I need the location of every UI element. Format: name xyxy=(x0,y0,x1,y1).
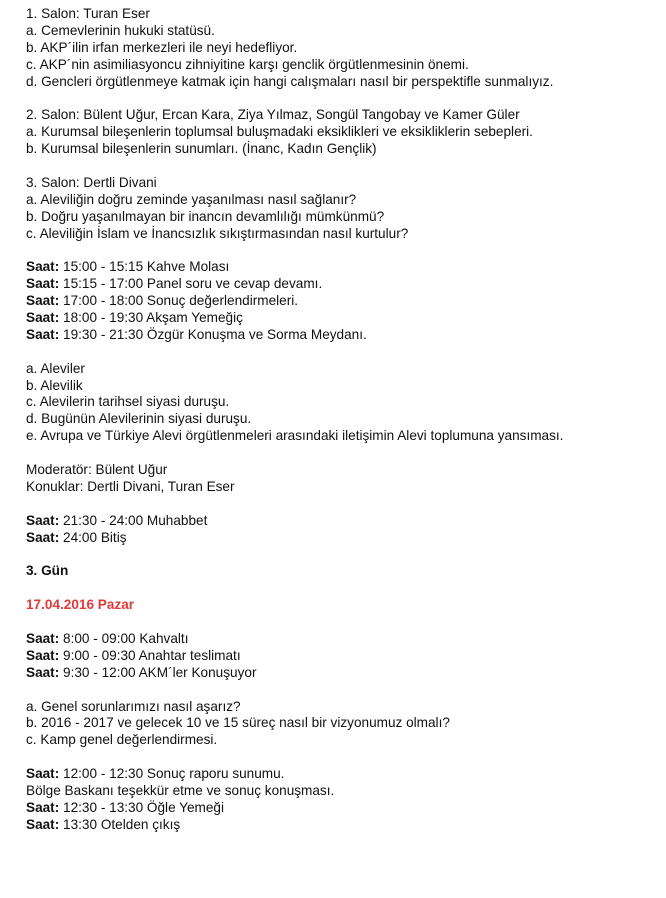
salon-item: a. Aleviliğin doğru zeminde yaşanılması nasıl sağlanır? xyxy=(26,191,357,207)
spacer xyxy=(26,344,666,361)
day-date: 17.04.2016 Pazar xyxy=(26,597,135,613)
spacer xyxy=(26,547,666,564)
closing-note: Bölge Baskanı teşekkür etme ve sonuç konuşması. xyxy=(26,782,335,798)
saat-label: Saat: xyxy=(26,664,60,680)
salon-item: a. Kurumsal bileşenlerin toplumsal buluşmadaki eksiklikleri ve eksikliklerin sebepleri. xyxy=(26,124,533,140)
saat-label: Saat: xyxy=(26,276,60,292)
spacer xyxy=(26,496,666,513)
schedule-row xyxy=(26,310,666,327)
schedule-text: 9:00 - 09:30 Anahtar teslimatı xyxy=(63,647,241,663)
schedule-text: 21:30 - 24:00 Muhabbet xyxy=(63,512,208,528)
salon-2 xyxy=(26,107,666,158)
spacer xyxy=(26,614,666,631)
spacer xyxy=(26,580,666,597)
schedule-row xyxy=(26,665,666,682)
schedule-text: 24:00 Bitiş xyxy=(63,529,127,545)
saat-label: Saat: xyxy=(26,816,60,832)
salon-title: 2. Salon: Bülent Uğur, Ercan Kara, Ziya Yılmaz, Songül Tangobay ve Kamer Güler xyxy=(26,107,520,123)
salon-item: b. Doğru yaşanılmayan bir inancın devamlılığı mümkünmü? xyxy=(26,208,385,224)
salon-3 xyxy=(26,175,666,243)
spacer xyxy=(26,445,666,462)
saat-label: Saat: xyxy=(26,310,60,326)
schedule-text: 9:30 - 12:00 AKM´ler Konuşuyor xyxy=(63,664,257,680)
topic-item: a. Aleviler xyxy=(26,360,85,376)
schedule-block-2 xyxy=(26,513,666,547)
schedule-text: 19:30 - 21:30 Özgür Konuşma ve Sorma Meydanı. xyxy=(63,326,367,342)
spacer xyxy=(26,242,666,259)
closing-block xyxy=(26,766,666,834)
saat-label: Saat: xyxy=(26,799,60,815)
salon-item: c. Aleviliğin İslam ve İnancsızlık sıkıştırmasından nasıl kurtulur? xyxy=(26,225,409,241)
schedule-text: 12:00 - 12:30 Sonuç raporu sunumu. xyxy=(63,766,285,782)
schedule-row xyxy=(26,817,666,834)
saat-label: Saat: xyxy=(26,326,60,342)
schedule-row xyxy=(26,530,666,547)
schedule-block-3 xyxy=(26,631,666,682)
schedule-row xyxy=(26,259,666,276)
schedule-row xyxy=(26,276,666,293)
saat-label: Saat: xyxy=(26,529,60,545)
spacer xyxy=(26,749,666,766)
schedule-row xyxy=(26,327,666,344)
salon-item: d. Gencleri örgütlenmeye katmak için hangi calışmaları nasıl bir perspektifle sunmalıyız. xyxy=(26,73,554,89)
saat-label: Saat: xyxy=(26,293,60,309)
schedule-text: 13:30 Otelden çıkış xyxy=(63,816,181,832)
saat-label: Saat: xyxy=(26,259,60,275)
saat-label: Saat: xyxy=(26,766,60,782)
schedule-text: 8:00 - 09:00 Kahvaltı xyxy=(63,630,189,646)
salon-1 xyxy=(26,6,666,90)
schedule-text: 18:00 - 19:30 Akşam Yemeğiç xyxy=(63,310,243,326)
salon-title: 3. Salon: Dertli Divani xyxy=(26,174,157,190)
salon-item: b. Kurumsal bileşenlerin sunumları. (İnanc, Kadın Gençlik) xyxy=(26,141,377,157)
salon-item: b. AKP´ilin irfan merkezleri ile neyi hedefliyor. xyxy=(26,39,298,55)
question-item: b. 2016 - 2017 ve gelecek 10 ve 15 süreç nasıl bir vizyonumuz olmalı? xyxy=(26,715,450,731)
schedule-row xyxy=(26,513,666,530)
salon-item: c. AKP´nin asimiliasyoncu zihniyitine karşı genclik örgütlenmesinin önemi. xyxy=(26,56,469,72)
schedule-text: 12:30 - 13:30 Öğle Yemeği xyxy=(63,799,225,815)
moderator-line: Moderatör: Bülent Uğur xyxy=(26,462,168,478)
topic-item: d. Bugünün Alevilerinin siyasi duruşu. xyxy=(26,411,252,427)
topic-list xyxy=(26,361,666,445)
question-item: c. Kamp genel değerlendirmesi. xyxy=(26,732,218,748)
schedule-row xyxy=(26,293,666,310)
question-item: a. Genel sorunlarımızı nasıl aşarız? xyxy=(26,698,241,714)
spacer xyxy=(26,158,666,175)
saat-label: Saat: xyxy=(26,512,60,528)
guests-line: Konuklar: Dertli Divani, Turan Eser xyxy=(26,478,235,494)
schedule-text: 15:00 - 15:15 Kahve Molası xyxy=(63,259,230,275)
day-heading: 3. Gün xyxy=(26,563,69,579)
schedule-row xyxy=(26,648,666,665)
schedule-row xyxy=(26,631,666,648)
saat-label: Saat: xyxy=(26,630,60,646)
question-list xyxy=(26,699,666,750)
salon-item: a. Cemevlerinin hukuki statüsü. xyxy=(26,22,215,38)
topic-item: b. Alevilik xyxy=(26,377,83,393)
schedule-block-1 xyxy=(26,259,666,343)
schedule-text: 15:15 - 17:00 Panel soru ve cevap devamı. xyxy=(63,276,323,292)
saat-label: Saat: xyxy=(26,647,60,663)
spacer xyxy=(26,90,666,107)
schedule-row xyxy=(26,800,666,817)
schedule-text: 17:00 - 18:00 Sonuç değerlendirmeleri. xyxy=(63,293,299,309)
schedule-row xyxy=(26,766,666,783)
spacer xyxy=(26,682,666,699)
salon-title: 1. Salon: Turan Eser xyxy=(26,6,150,21)
topic-item: c. Alevilerin tarihsel siyasi duruşu. xyxy=(26,394,230,410)
topic-item: e. Avrupa ve Türkiye Alevi örgütlenmeleri arasındaki iletişimin Alevi toplumuna yansıması. xyxy=(26,428,564,444)
